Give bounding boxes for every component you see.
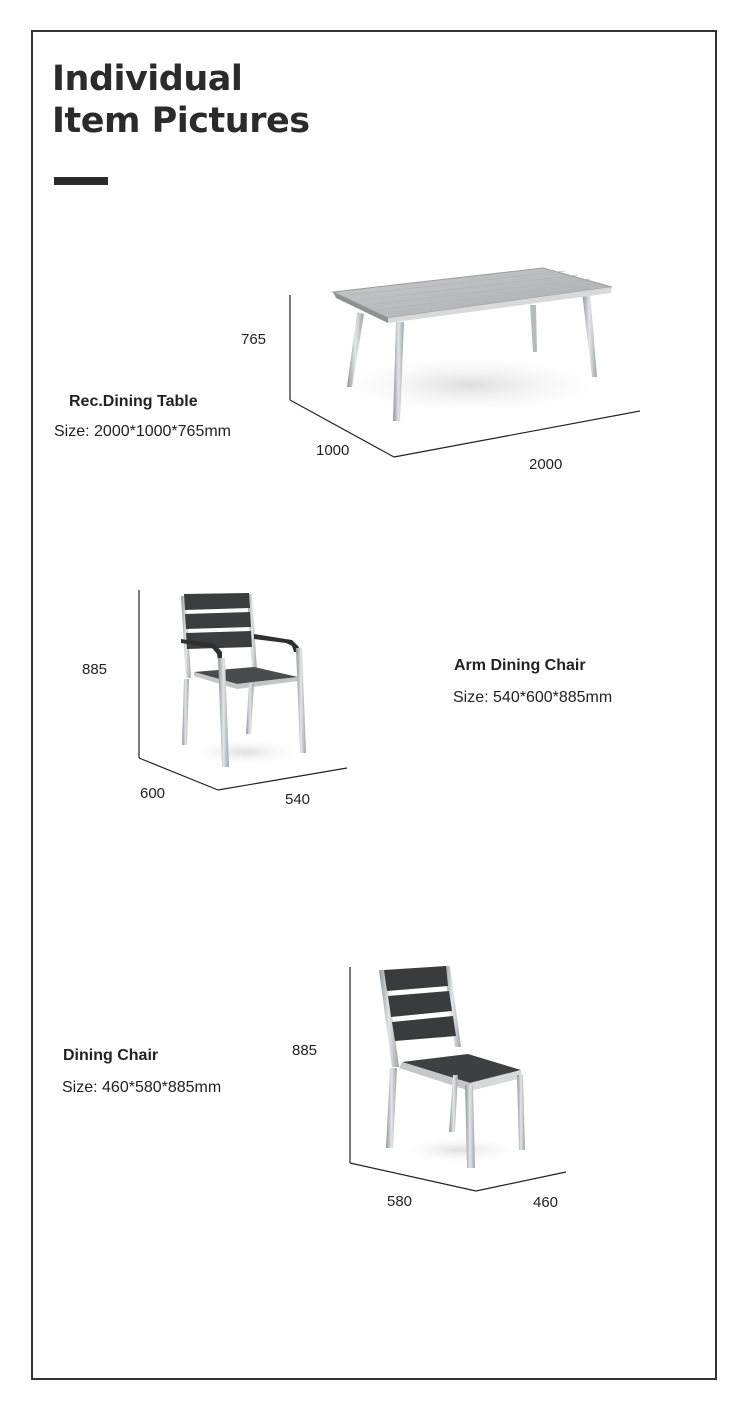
title-line-2: Item Pictures [52, 101, 310, 141]
table-height-label: 765 [241, 331, 267, 348]
dining-chair-name: Dining Chair [63, 1047, 159, 1064]
arm-chair-illustration [139, 590, 347, 790]
table-width-label: 2000 [529, 456, 563, 473]
table-size: Size: 2000*1000*765mm [54, 423, 232, 440]
table-illustration [290, 268, 640, 457]
arm-chair-depth-label: 600 [140, 785, 166, 802]
table-depth-label: 1000 [316, 442, 350, 459]
arm-chair-size: Size: 540*600*885mm [453, 689, 613, 706]
dining-chair-depth-label: 580 [387, 1193, 413, 1210]
dining-chair-height-label: 885 [292, 1042, 318, 1059]
title-line-1: Individual [52, 59, 243, 99]
arm-chair-height-label: 885 [82, 661, 108, 678]
dining-chair-illustration [350, 966, 566, 1191]
dining-chair-width-label: 460 [533, 1194, 559, 1211]
arm-chair-name: Arm Dining Chair [454, 657, 586, 674]
table-name: Rec.Dining Table [69, 393, 198, 410]
arm-chair-width-label: 540 [285, 791, 311, 808]
dining-chair-size: Size: 460*580*885mm [62, 1079, 222, 1096]
